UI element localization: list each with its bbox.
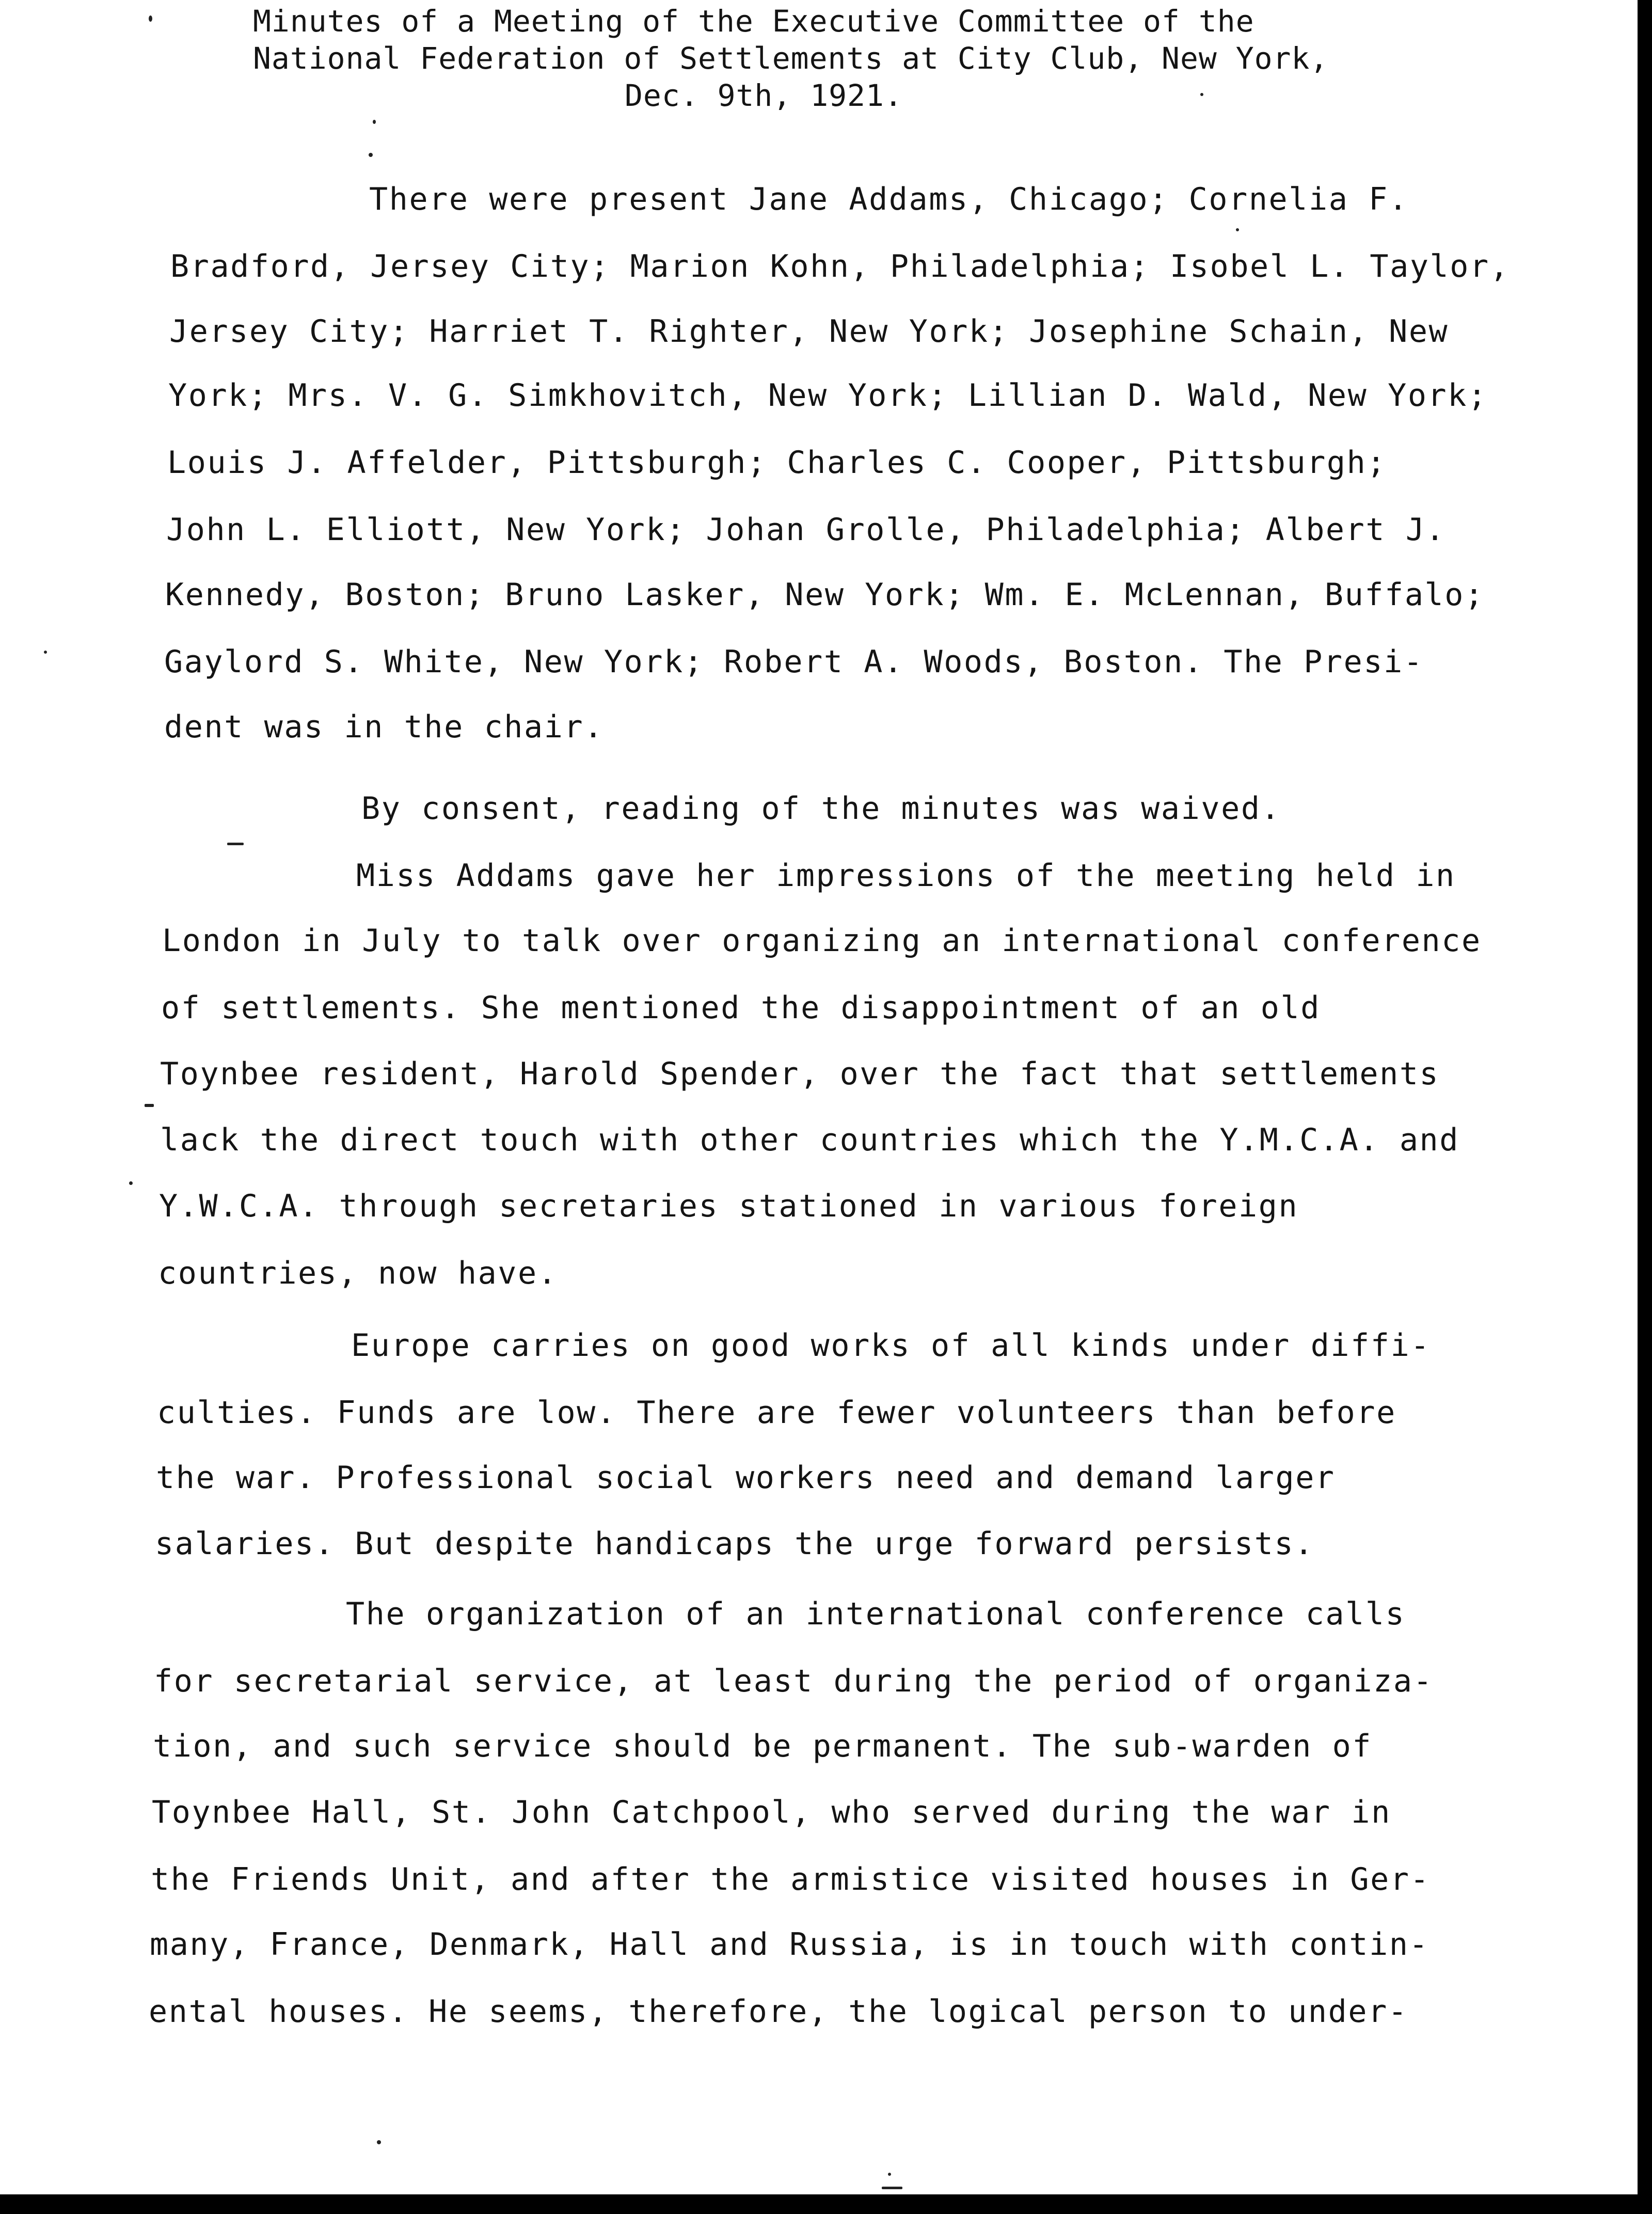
body-line: John L. Elliott, New York; Johan Grolle, Philadelphia; Albert J. — [166, 512, 1446, 548]
scan-speck — [882, 2187, 902, 2189]
scan-speck — [44, 651, 47, 654]
body-line: salaries. But despite handicaps the urge forward persists. — [155, 1526, 1314, 1562]
body-line: Toynbee resident, Harold Spender, over the fact that settlements — [160, 1056, 1440, 1092]
body-line: many, France, Denmark, Hall and Russia, is in touch with contin- — [150, 1926, 1429, 1963]
body-line: the war. Professional social workers need and demand larger — [156, 1460, 1336, 1496]
body-line: countries, now have. — [158, 1255, 558, 1291]
body-line: The organization of an international conference calls — [346, 1596, 1406, 1632]
body-line: lack the direct touch with other countries which the Y.M.C.A. and — [160, 1122, 1459, 1158]
scan-speck — [1236, 228, 1239, 231]
scan-speck — [145, 1104, 154, 1107]
body-line: There were present Jane Addams, Chicago; Cornelia F. — [369, 181, 1409, 217]
body-line: Kennedy, Boston; Bruno Lasker, New York; Wm. E. McLennan, Buffalo; — [165, 577, 1485, 613]
body-line: ental houses. He seems, therefore, the logical person to under- — [149, 1994, 1408, 2030]
body-line: York; Mrs. V. G. Simkhovitch, New York; Lillian D. Wald, New York; — [168, 377, 1488, 414]
body-line: dent was in the chair. — [164, 709, 604, 745]
scan-speck — [888, 2173, 891, 2176]
scan-speck — [373, 120, 376, 124]
body-line: Louis J. Affelder, Pittsburgh; Charles C. Cooper, Pittsburgh; — [167, 445, 1387, 481]
body-line: Jersey City; Harriet T. Righter, New York; Josephine Schain, New — [169, 313, 1449, 350]
scan-speck — [369, 153, 373, 157]
heading-line: Minutes of a Meeting of the Executive Committee of the — [253, 4, 1254, 39]
body-line: culties. Funds are low. There are fewer volunteers than before — [157, 1395, 1396, 1431]
body-line: for secretarial service, at least during the period of organiza- — [154, 1663, 1434, 1699]
scan-speck — [227, 843, 244, 845]
body-line: Toynbee Hall, St. John Catchpool, who served during the war in — [152, 1794, 1391, 1830]
body-line: London in July to talk over organizing an international conference — [162, 923, 1482, 959]
body-line: Gaylord S. White, New York; Robert A. Woods, Boston. The Presi- — [164, 644, 1424, 680]
body-line: Bradford, Jersey City; Marion Kohn, Philadelphia; Isobel L. Taylor, — [170, 248, 1510, 284]
body-line: Y.W.C.A. through secretaries stationed in various foreign — [159, 1188, 1299, 1224]
scan-speck — [129, 1181, 133, 1185]
body-line: Miss Addams gave her impressions of the meeting held in — [356, 858, 1456, 894]
body-line: tion, and such service should be permanent. The sub-warden of — [153, 1728, 1373, 1764]
scan-speck — [149, 15, 152, 22]
scan-speck — [377, 2140, 381, 2144]
heading-line: Dec. 9th, 1921. — [625, 78, 903, 113]
body-line: the Friends Unit, and after the armistice visited houses in Ger- — [151, 1861, 1431, 1897]
body-line: Europe carries on good works of all kinds under diffi- — [351, 1327, 1431, 1364]
scan-speck — [1200, 93, 1203, 96]
body-line: of settlements. She mentioned the disappointment of an old — [161, 990, 1321, 1026]
heading-line: National Federation of Settlements at City Club, New York, — [253, 41, 1329, 76]
body-line: By consent, reading of the minutes was waived. — [361, 790, 1281, 827]
